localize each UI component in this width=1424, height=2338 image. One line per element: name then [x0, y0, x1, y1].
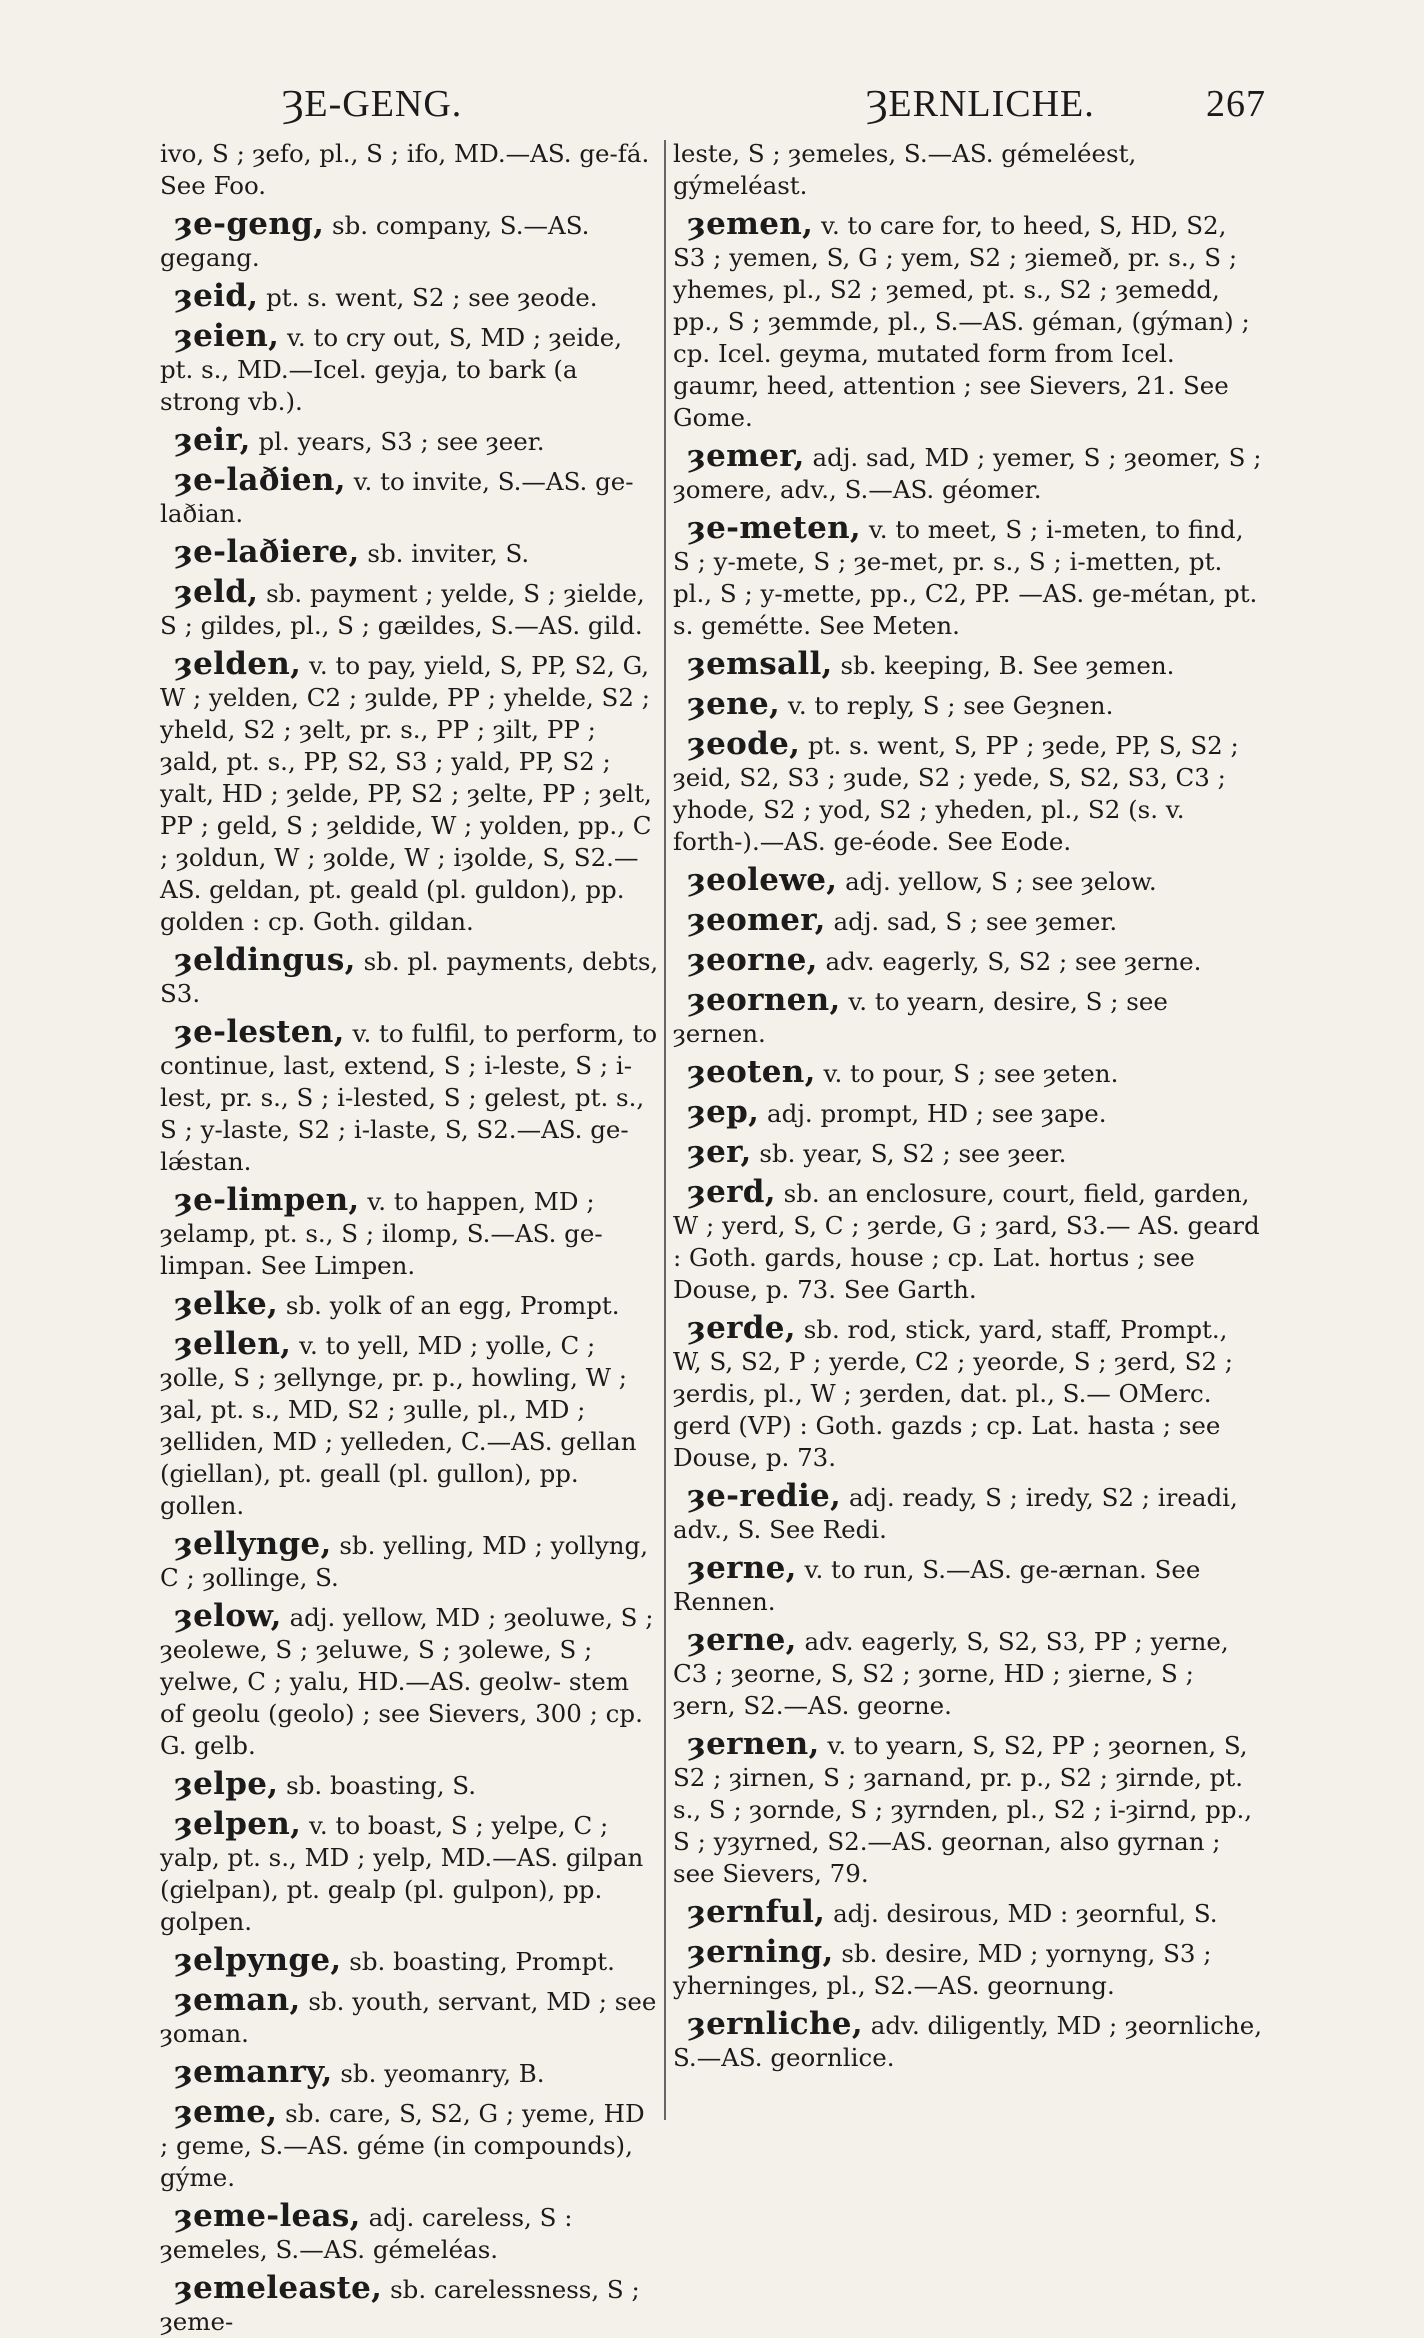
entry-headword: ȝeldingus,: [174, 942, 356, 978]
entry-definition: adj. sad, S ; see ȝemer.: [833, 907, 1118, 936]
entry-definition: adj. desirous, MD : ȝeornful, S.: [833, 1899, 1218, 1928]
header-left-guideword: ȜE-GENG.: [282, 83, 463, 125]
dictionary-entry: [673, 1480, 1263, 1546]
entry-headword: ȝerne,: [687, 1622, 797, 1658]
dictionary-entry: [160, 280, 660, 314]
dictionary-entry: [673, 1096, 1263, 1130]
dictionary-entry: [160, 464, 660, 530]
entry-headword: ȝelpynge,: [174, 1942, 342, 1978]
entry-definition: adj. sad, MD ; yemer, S ; ȝeomer, S ; ȝomere, adv., S.—AS. géomer.: [673, 443, 1262, 504]
entry-definition: adv. diligently, MD ; ȝeornliche, S.—AS. geornlice.: [673, 2011, 1263, 2072]
entry-headword: ȝeien,: [174, 318, 280, 354]
entry-headword: ȝellen,: [174, 1326, 292, 1362]
entry-definition: sb. boasting, S.: [286, 1771, 476, 1800]
entry-headword: ȝemanry,: [174, 2054, 333, 2090]
dictionary-entry: [160, 2200, 660, 2266]
entry-definition: adv. eagerly, S, S2, S3, PP ; yerne, C3 ; ȝeorne, S, S2 ; ȝorne, HD ; ȝierne, S ; ȝern, S2.—AS. georne.: [673, 1627, 1229, 1720]
dictionary-entry: [160, 138, 660, 202]
entry-definition: sb. boasting, Prompt.: [349, 1947, 615, 1976]
entry-headword: ȝelke,: [174, 1286, 279, 1322]
entry-definition: leste, S ; ȝemeles, S.—AS. gémeléest, gýmeléast.: [673, 139, 1137, 200]
entry-definition: v. to run, S.—AS. ge-ærnan. See Rennen.: [673, 1555, 1201, 1616]
entry-definition: v. to reply, S ; see Geȝnen.: [787, 691, 1114, 720]
entry-definition: sb. rod, stick, yard, staff, Prompt., W, S, S2, P ; yerde, C2 ; yeorde, S ; ȝerd, S2 ; ȝerdis, pl., W ; ȝerden, dat. pl., S.— OMerc. gerd (VP) : Goth. gazds ; cp. Lat. hasta ; see Douse, p. 73.: [673, 1315, 1234, 1472]
entry-definition: adj. yellow, MD ; ȝeoluwe, S ; ȝeolewe, S ; ȝeluwe, S ; ȝolewe, S ; yelwe, C ; yalu, HD.—AS. geolw- stem of geolu (geolo) ; see Sievers, 300 ; cp. G. gelb.: [160, 1603, 654, 1760]
entry-definition: adj. careless, S : ȝemeles, S.—AS. gémeléas.: [160, 2203, 573, 2264]
entry-definition: sb. an enclosure, court, field, garden, W ; yerd, S, C ; ȝerde, G ; ȝard, S3.— AS. geard : Goth. gards, house ; cp. Lat. hortus ; see Douse, p. 73. See Garth.: [673, 1179, 1260, 1304]
dictionary-entry: [673, 440, 1263, 506]
entry-definition: sb. youth, servant, MD ; see ȝoman.: [160, 1987, 657, 2048]
entry-definition: sb. care, S, S2, G ; yeme, HD ; geme, S.—AS. géme (in compounds), gýme.: [160, 2099, 645, 2192]
entry-headword: ȝellynge,: [174, 1526, 332, 1562]
entry-headword: ȝerd,: [687, 1174, 776, 1210]
entry-definition: pt. s. went, S2 ; see ȝeode.: [266, 283, 598, 312]
entry-headword: ȝelow,: [174, 1598, 282, 1634]
entry-definition: sb. desire, MD ; yornyng, S3 ; yherninges, pl., S2.—AS. geornung.: [673, 1939, 1212, 2000]
entry-headword: ȝe-geng,: [174, 206, 325, 242]
entry-definition: adj. ready, S ; iredy, S2 ; ireadi, adv., S. See Redi.: [673, 1483, 1238, 1544]
dictionary-entry: [160, 1328, 660, 1522]
entry-definition: v. to boast, S ; yelpe, C ; yalp, pt. s., MD ; yelp, MD.—AS. gilpan (gielpan), pt. gealp (pl. gulpon), pp. golpen.: [160, 1811, 644, 1936]
entry-headword: ȝemsall,: [687, 646, 833, 682]
entry-definition: v. to yell, MD ; yolle, C ; ȝolle, S ; ȝellynge, pr. p., howling, W ; ȝal, pt. s., MD, S2 ; ȝulle, pl., MD ; ȝelliden, MD ; yelleden, C.—AS. gellan (giellan), pt. geall (pl. gullon), pp. gollen.: [160, 1331, 637, 1520]
entry-definition: sb. payment ; yelde, S ; ȝielde, S ; gildes, pl., S ; gæildes, S.—AS. gild.: [160, 579, 645, 640]
dictionary-entry: [160, 1944, 660, 1978]
dictionary-entry: [160, 648, 660, 938]
entry-definition: pt. s. went, S, PP ; ȝede, PP, S, S2 ; ȝeid, S2, S3 ; ȝude, S2 ; yede, S, S2, S3, C3 ; yhode, S2 ; yod, S2 ; yheden, pl., S2 (s. v. forth-).—AS. ge-éode. See Eode.: [673, 731, 1239, 856]
entry-headword: ȝerde,: [687, 1310, 796, 1346]
entry-headword: ȝelpe,: [174, 1766, 279, 1802]
dictionary-entry: [673, 648, 1263, 682]
entry-definition: adj. prompt, HD ; see ȝape.: [767, 1099, 1107, 1128]
entry-headword: ȝernen,: [687, 1726, 820, 1762]
entry-headword: ȝemeleaste,: [174, 2270, 383, 2306]
page-header: [0, 82, 1424, 132]
dictionary-entry: [160, 2096, 660, 2194]
entry-definition: pl. years, S3 ; see ȝeer.: [258, 427, 545, 456]
entry-headword: ȝeorne,: [687, 942, 818, 978]
entry-headword: ȝeir,: [174, 422, 251, 458]
dictionary-entry: [673, 864, 1263, 898]
entry-headword: ȝeme,: [174, 2094, 278, 2130]
entry-headword: ȝep,: [687, 1094, 760, 1130]
entry-definition: v. to yearn, S, S2, PP ; ȝeornen, S, S2 ; ȝirnen, S ; ȝarnand, pr. p., S2 ; ȝirnde, pt. s., S ; ȝornde, S ; ȝyrnden, pl., S2 ; i-ȝirnd, pp., S ; yȝyrned, S2.—AS. geornan, also gyrnan ; see Sievers, 79.: [673, 1731, 1253, 1888]
entry-headword: ȝeolewe,: [687, 862, 838, 898]
entry-headword: ȝeoten,: [687, 1054, 816, 1090]
dictionary-entry: [160, 1288, 660, 1322]
entry-definition: v. to invite, S.—AS. ge-laðian.: [160, 467, 634, 528]
dictionary-entry: [673, 1624, 1263, 1722]
entry-definition: sb. company, S.—AS. gegang.: [160, 211, 590, 272]
dictionary-entry: [673, 1056, 1263, 1090]
entry-headword: ȝe-laðiere,: [174, 534, 360, 570]
dictionary-entry: [673, 1136, 1263, 1170]
entry-definition: v. to care for, to heed, S, HD, S2, S3 ; yemen, S, G ; yem, S2 ; ȝiemeð, pr. s., S ; yhemes, pl., S2 ; ȝemed, pt. s., S2 ; ȝemedd, pp., S ; ȝemmde, pl., S.—AS. géman, (gýman) ; cp. Icel. geyma, mutated form from Icel. gaumr, heed, attention ; see Sievers, 21. See Gome.: [673, 211, 1250, 432]
entry-definition: sb. year, S, S2 ; see ȝeer.: [759, 1139, 1067, 1168]
entry-headword: ȝernful,: [687, 1894, 826, 1930]
dictionary-entry: [160, 576, 660, 642]
entry-headword: ȝeman,: [174, 1982, 301, 2018]
entry-definition: sb. carelessness, S ; ȝeme-: [160, 2275, 640, 2336]
entry-definition: v. to pour, S ; see ȝeten.: [823, 1059, 1119, 1088]
dictionary-entry: [673, 1312, 1263, 1474]
dictionary-entry: [673, 904, 1263, 938]
dictionary-entry: [160, 1984, 660, 2050]
entry-definition: v. to happen, MD ; ȝelamp, pt. s., S ; ilomp, S.—AS. ge-limpan. See Limpen.: [160, 1187, 603, 1280]
dictionary-entry: [160, 944, 660, 1010]
dictionary-entry: [673, 1176, 1263, 1306]
entry-headword: ȝeid,: [174, 278, 259, 314]
entry-definition: sb. inviter, S.: [367, 539, 530, 568]
dictionary-entry: [673, 944, 1263, 978]
entry-definition: v. to meet, S ; i-meten, to find, S ; y-mete, S ; ȝe-met, pr. s., S ; i-metten, pt. pl., S ; y-mette, pp., C2, PP. —AS. ge-métan, pt. s. gemétte. See Meten.: [673, 515, 1258, 640]
entry-definition: v. to yearn, desire, S ; see ȝernen.: [673, 987, 1168, 1048]
entry-headword: ȝemen,: [687, 206, 814, 242]
dictionary-entry: [160, 208, 660, 274]
entry-headword: ȝe-meten,: [687, 510, 862, 546]
dictionary-entry: [160, 1600, 660, 1762]
entry-headword: ȝe-laðien,: [174, 462, 346, 498]
dictionary-entry: [160, 1808, 660, 1938]
entry-definition: ivo, S ; ȝefo, pl., S ; ifo, MD.—AS. ge-fá. See Foo.: [160, 139, 650, 200]
entry-headword: ȝelden,: [174, 646, 302, 682]
entry-headword: ȝemer,: [687, 438, 805, 474]
entry-headword: ȝelpen,: [174, 1806, 302, 1842]
entry-definition: sb. pl. payments, debts, S3.: [160, 947, 659, 1008]
entry-definition: v. to cry out, S, MD ; ȝeide, pt. s., MD.—Icel. geyja, to bark (a strong vb.).: [160, 323, 623, 416]
dictionary-entry: [160, 1184, 660, 1282]
entry-headword: ȝerne,: [687, 1550, 797, 1586]
dictionary-entry: [160, 1768, 660, 1802]
dictionary-entry: [673, 688, 1263, 722]
dictionary-entry: [673, 1936, 1263, 2002]
right-column: [673, 138, 1263, 2138]
left-column: [160, 138, 660, 2336]
dictionary-entry: [673, 1552, 1263, 1618]
dictionary-entry: [673, 512, 1263, 642]
entry-definition: adv. eagerly, S, S2 ; see ȝerne.: [825, 947, 1202, 976]
entry-definition: adj. yellow, S ; see ȝelow.: [845, 867, 1157, 896]
entry-headword: ȝer,: [687, 1134, 752, 1170]
entry-headword: ȝeld,: [174, 574, 259, 610]
dictionary-entry: [160, 1016, 660, 1178]
entry-headword: ȝeomer,: [687, 902, 826, 938]
entry-headword: ȝeode,: [687, 726, 801, 762]
dictionary-entry: [160, 2272, 660, 2338]
entry-headword: ȝene,: [687, 686, 781, 722]
entry-headword: ȝernliche,: [687, 2006, 863, 2042]
entry-definition: v. to fulfil, to perform, to continue, last, extend, S ; i-leste, S ; i-lest, pr. s., S ; i-lested, S ; gelest, pt. s., S ; y-laste, S2 ; i-laste, S, S2.—AS. ge-lǽstan.: [160, 1019, 658, 1176]
dictionary-entry: [673, 1896, 1263, 1930]
entry-headword: ȝerning,: [687, 1934, 834, 1970]
entry-definition: v. to pay, yield, S, PP, S2, G, W ; yelden, C2 ; ȝulde, PP ; yhelde, S2 ; yheld, S2 ; ȝelt, pr. s., PP ; ȝilt, PP ; ȝald, pt. s., PP, S2, S3 ; yald, PP, S2 ; yalt, HD ; ȝelde, PP, S2 ; ȝelte, PP ; ȝelt, PP ; geld, S ; ȝeldide, W ; yolden, pp., C ; ȝoldun, W ; ȝolde, W ; iȝolde, S, S2.—AS. geldan, pt. geald (pl. guldon), pp. golden : cp. Goth. gildan.: [160, 651, 652, 936]
entry-definition: sb. keeping, B. See ȝemen.: [840, 651, 1175, 680]
column-divider: [664, 140, 666, 2120]
page-number: 267: [1206, 83, 1266, 125]
dictionary-entry: [160, 536, 660, 570]
entry-headword: ȝe-lesten,: [174, 1014, 345, 1050]
dictionary-entry: [160, 424, 660, 458]
entry-definition: sb. yolk of an egg, Prompt.: [285, 1291, 620, 1320]
dictionary-entry: [673, 1728, 1263, 1890]
entry-headword: ȝeornen,: [687, 982, 841, 1018]
dictionary-entry: [160, 320, 660, 418]
dictionary-entry: [673, 728, 1263, 858]
entry-headword: ȝeme-leas,: [174, 2198, 361, 2234]
entry-headword: ȝe-redie,: [687, 1478, 842, 1514]
entry-definition: sb. yelling, MD ; yollyng, C ; ȝollinge, S.: [160, 1531, 648, 1592]
entry-headword: ȝe-limpen,: [174, 1182, 360, 1218]
dictionary-entry: [673, 2008, 1263, 2074]
dictionary-entry: [160, 2056, 660, 2090]
dictionary-entry: [160, 1528, 660, 1594]
dictionary-entry: [673, 138, 1263, 202]
dictionary-entry: [673, 208, 1263, 434]
header-right-guideword: ȜERNLICHE.: [866, 83, 1095, 125]
dictionary-entry: [673, 984, 1263, 1050]
entry-definition: sb. yeomanry, B.: [340, 2059, 545, 2088]
